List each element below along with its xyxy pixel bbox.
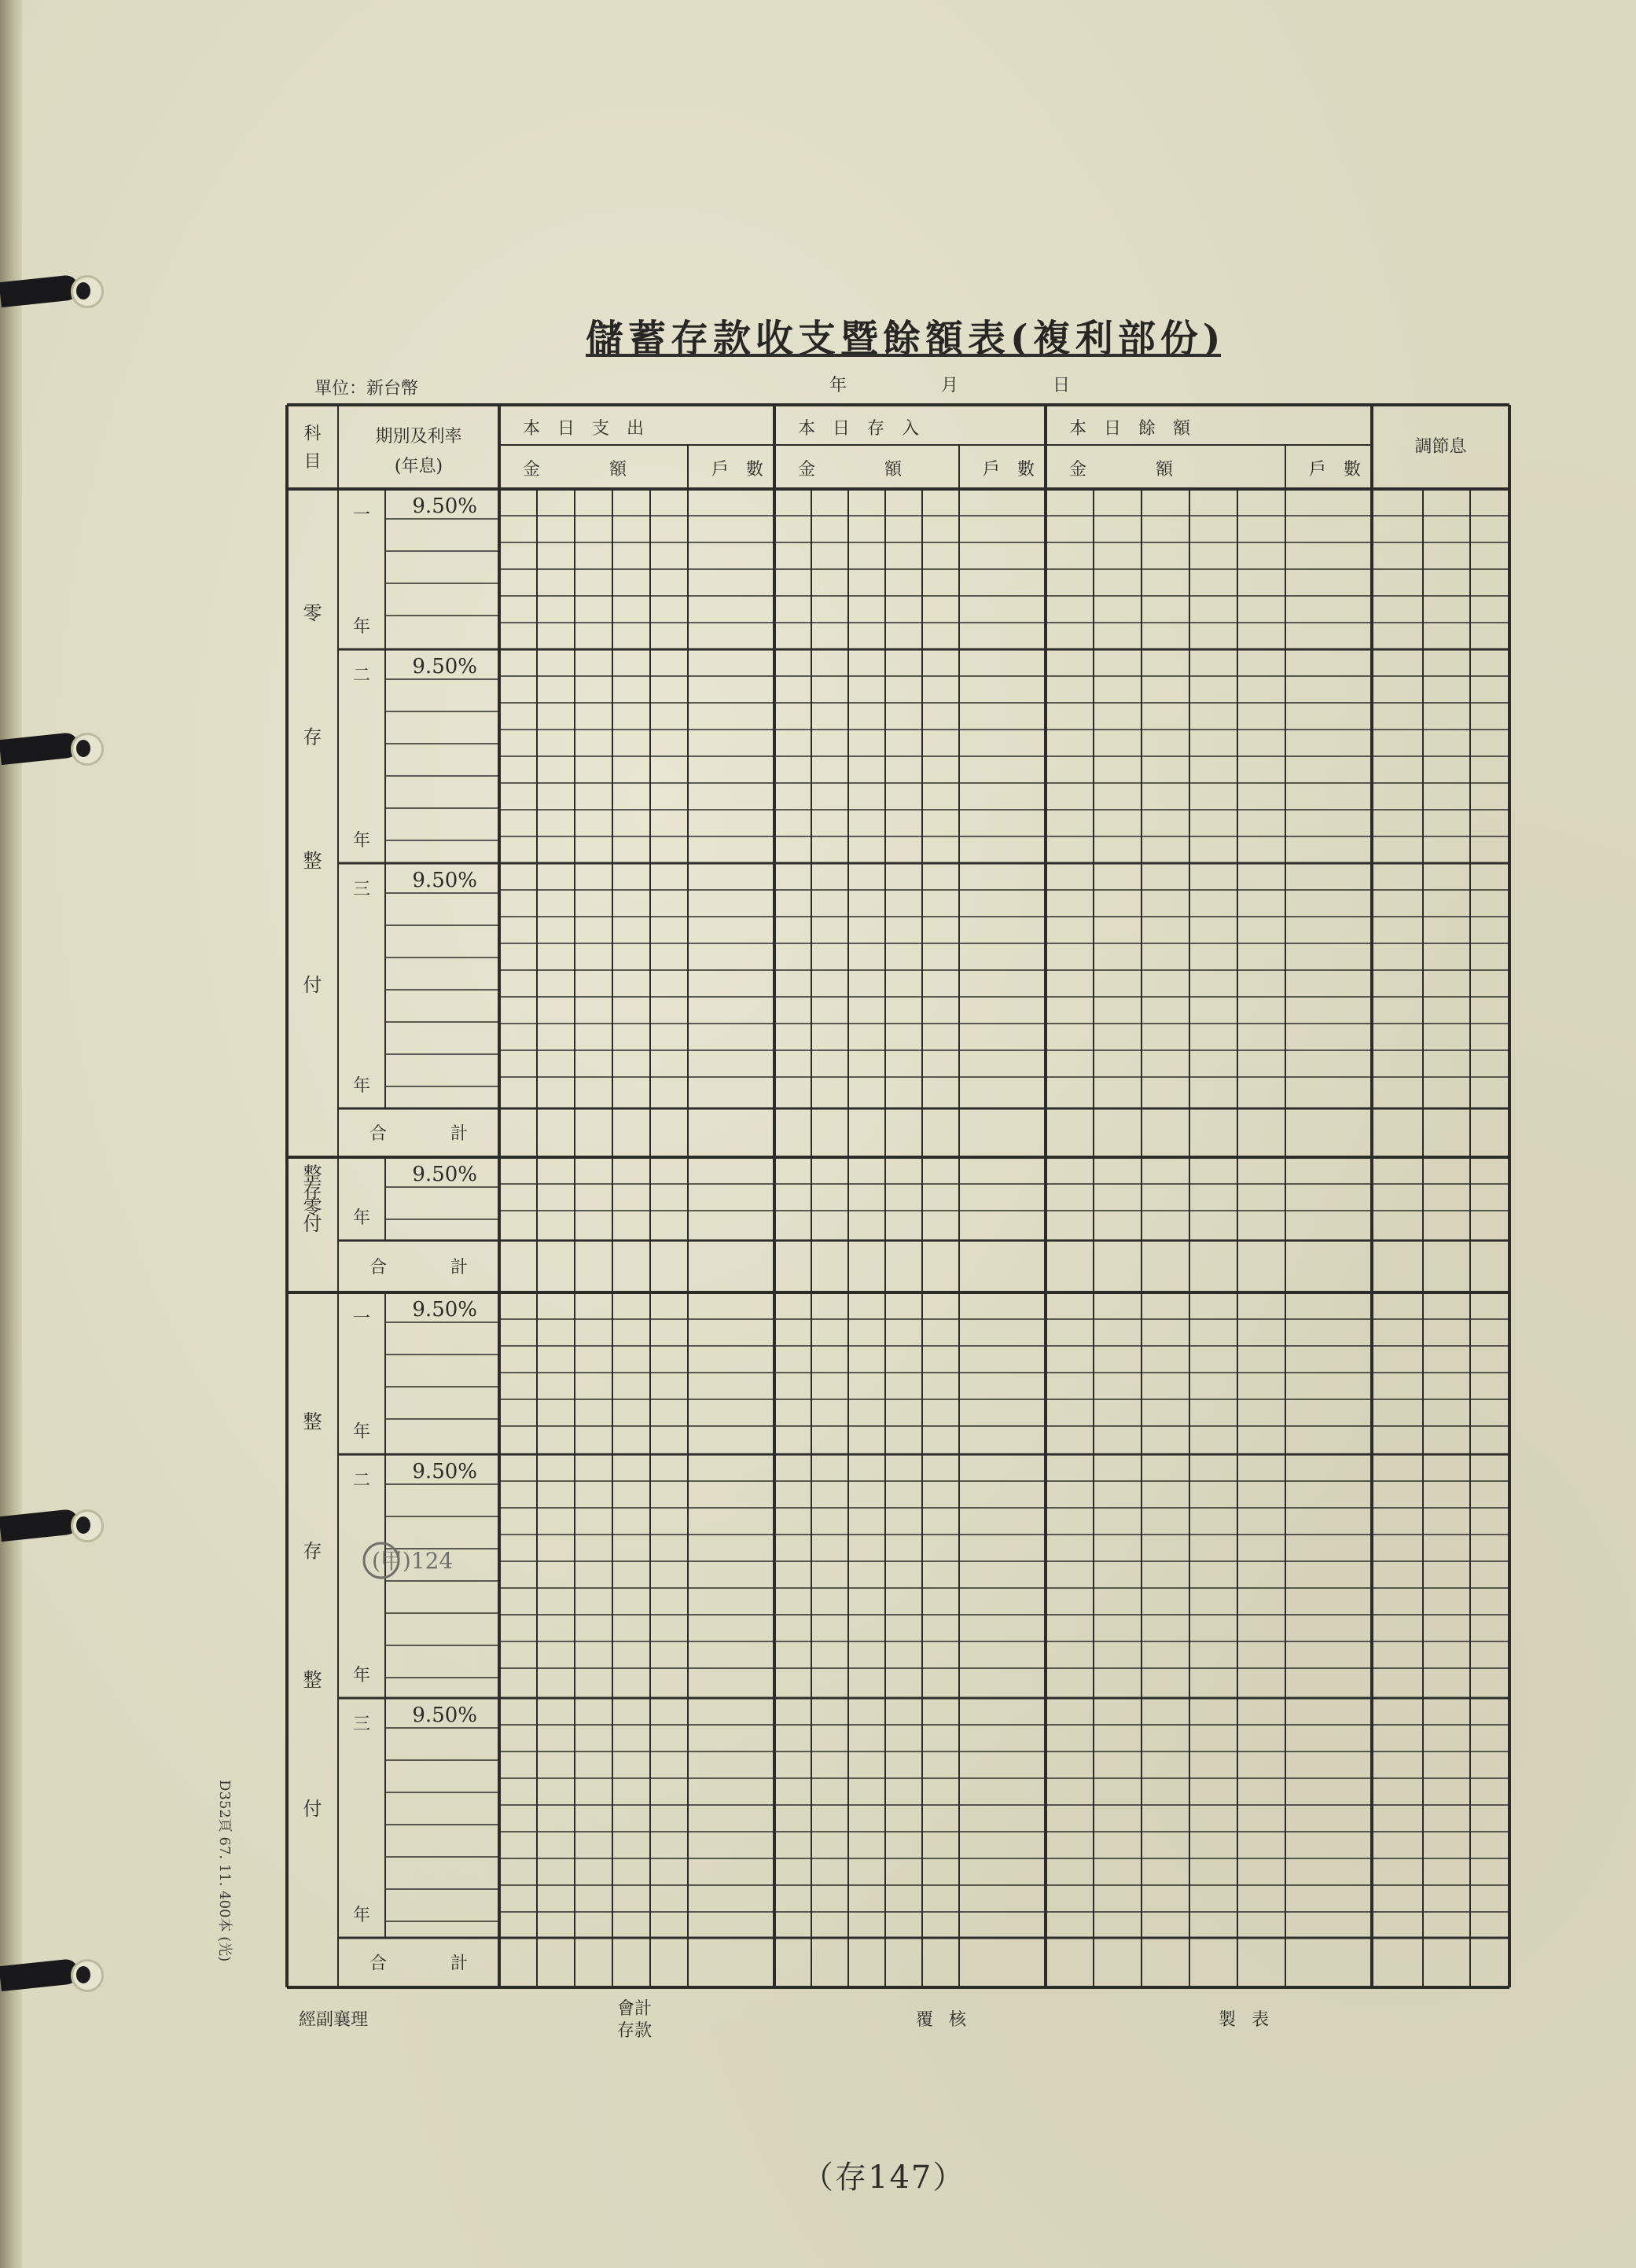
section-subject-1: 零 xyxy=(303,602,322,624)
table-grid xyxy=(287,405,1509,1987)
period-number: 一 xyxy=(352,505,371,525)
sig-manager: 經副襄理 xyxy=(299,2010,369,2030)
section-subject-2: 整 xyxy=(303,1163,322,1185)
section-subject-2: 存 xyxy=(303,1179,322,1202)
date-day-label: 日 xyxy=(1053,376,1071,395)
period-number: 三 xyxy=(352,1715,371,1734)
header-period-sub: (年息) xyxy=(394,457,443,476)
header-count-label: 戶 數 xyxy=(1309,460,1362,480)
header-amount-label: 金 額 xyxy=(798,460,903,480)
sig-accounting-top: 會計 xyxy=(617,1999,653,2019)
interest-rate: 9.50% xyxy=(412,494,477,518)
section-subject-1: 存 xyxy=(303,726,322,748)
header-group-label: 本 日 支 出 xyxy=(523,419,645,439)
header-count-label: 戶 數 xyxy=(983,460,1035,480)
total-label-start: 合 xyxy=(369,1258,388,1277)
date-month-label: 月 xyxy=(941,376,959,395)
period-number: 三 xyxy=(352,880,371,899)
header-adjust-label: 調節息 xyxy=(1414,437,1467,457)
period-year: 年 xyxy=(352,1666,371,1685)
header-group-label: 本 日 餘 額 xyxy=(1069,419,1191,439)
header-subject: 目 xyxy=(303,452,322,472)
document-title: 儲蓄存款收支暨餘額表(複利部份) xyxy=(586,317,1226,361)
section-subject-2: 付 xyxy=(303,1213,322,1236)
period-number: 二 xyxy=(352,666,371,686)
section-subject-3: 付 xyxy=(303,1798,322,1821)
handwritten-note xyxy=(358,1537,491,1584)
total-label-end: 計 xyxy=(450,1124,468,1144)
sig-accounting-bottom: 存款 xyxy=(617,2021,653,2041)
period-year: 年 xyxy=(352,1906,371,1925)
form-code: D352頁 67. 11. 400本 (光) xyxy=(216,1780,233,1962)
section-subject-3: 整 xyxy=(303,1669,322,1691)
page-number: （存147） xyxy=(802,2160,966,2196)
total-label-start: 合 xyxy=(369,1124,388,1144)
section-subject-3: 存 xyxy=(303,1539,322,1562)
header-count-label: 戶 數 xyxy=(711,460,764,480)
total-label-start: 合 xyxy=(369,1954,388,1974)
header-amount-label: 金 額 xyxy=(523,460,627,480)
period-year: 年 xyxy=(352,831,371,851)
interest-rate: 9.50% xyxy=(412,1704,477,1727)
interest-rate: 9.50% xyxy=(412,1460,477,1483)
period-number: 二 xyxy=(352,1471,371,1491)
header-period: 期別及利率 xyxy=(375,427,462,447)
sig-review: 覆核 xyxy=(916,2010,983,2030)
interest-rate: 9.50% xyxy=(412,655,477,678)
handwritten-note-text: (甲)124 xyxy=(372,1548,454,1574)
period-year: 年 xyxy=(352,1208,371,1228)
sig-prepare: 製表 xyxy=(1219,2010,1285,2030)
header-group-label: 本 日 存 入 xyxy=(798,419,920,439)
section-subject-1: 整 xyxy=(303,850,322,873)
period-year: 年 xyxy=(352,617,371,637)
section-subject-1: 付 xyxy=(303,973,322,996)
date-year-label: 年 xyxy=(829,376,847,395)
total-label-end: 計 xyxy=(450,1954,468,1974)
total-label-end: 計 xyxy=(450,1258,468,1277)
period-number: 一 xyxy=(352,1309,371,1329)
interest-rate: 9.50% xyxy=(412,869,477,892)
interest-rate: 9.50% xyxy=(412,1163,477,1186)
section-subject-2: 零 xyxy=(303,1196,322,1219)
header-amount-label: 金 額 xyxy=(1069,460,1174,480)
section-subject-3: 整 xyxy=(303,1410,322,1433)
header-subject: 科 xyxy=(303,424,322,444)
interest-rate: 9.50% xyxy=(412,1298,477,1321)
period-year: 年 xyxy=(352,1076,371,1096)
period-year: 年 xyxy=(352,1422,371,1442)
unit-label: 單位：新台幣 xyxy=(314,379,419,399)
